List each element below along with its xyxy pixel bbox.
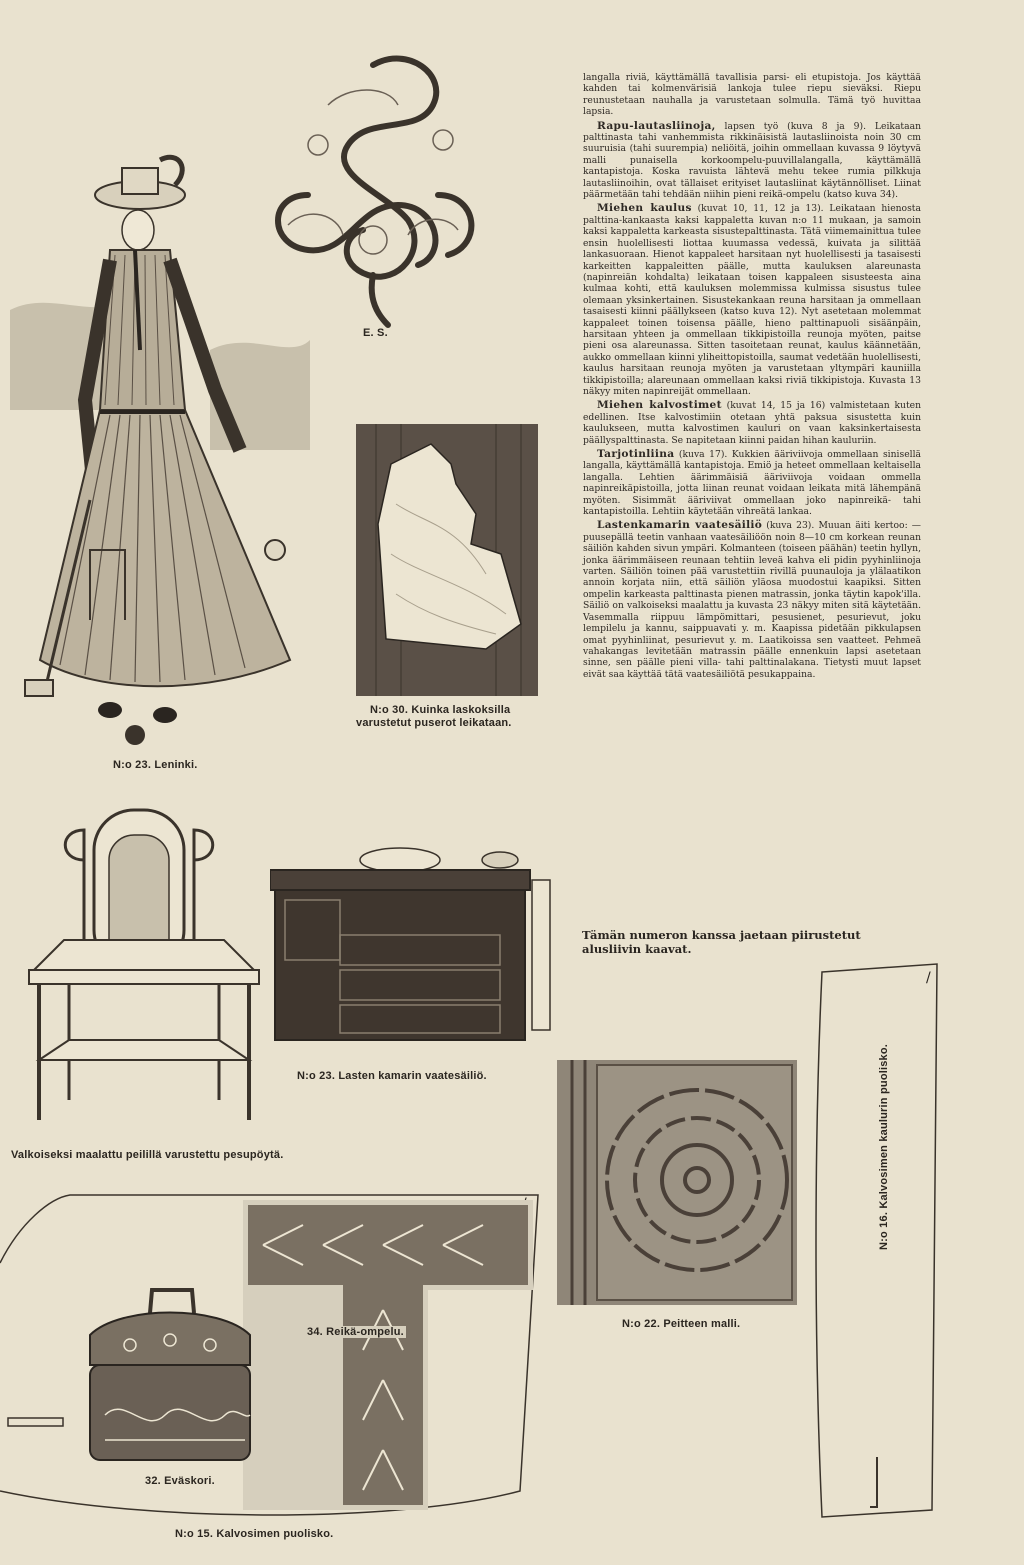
collar-pattern-outline (812, 962, 1012, 1520)
dress-figure (10, 150, 310, 750)
collar-pattern-figure (812, 962, 1012, 1520)
article-column (583, 72, 921, 683)
basket-illustration (80, 1285, 260, 1470)
section-tray-cloth (583, 449, 921, 517)
dress-illustration (10, 150, 310, 750)
blouse-caption-line2: varustetut puserot leikataan. (356, 717, 512, 729)
article-intro: langalla riviä, käyttämällä tavallisia parsi- eli etupistoja. Jos käyttää kahden tai kolmenvärisiä lankoja tulee riepu sieväksi. Riepu reunustetaan nauhalla ja varustetaan solmulla. Tämä työ huvittaa lapsia. (583, 72, 921, 118)
section-body: (kuvat 14, 15 ja 16) valmistetaan kuten edellinen. Itse kalvostimiin otetaan yhtä paksua sisustetta kuin kaulukseen, mutta kalvostimen kauluri on vaan kaksinkertaisesta päällyspalttinasta. Se napitetaan kiinni paidan hihan kauluriin. (583, 400, 921, 446)
collar-mark: / (926, 970, 931, 986)
cuff-caption: N:o 15. Kalvosimen puolisko. (175, 1528, 334, 1540)
pattern-notice: Tämän numeron kanssa jaetaan piirustetut alusliivin kaavat. (582, 928, 861, 956)
nursery-caption: N:o 23. Lasten kamarin vaatesäiliö. (297, 1070, 487, 1082)
section-heading: Miehen kalvostimet (597, 399, 722, 412)
section-heading: Lastenkamarin vaatesäiliö (597, 519, 763, 532)
section-body: (kuva 23). Muuan äiti kertoo: — puusepällä teetin vanhaan vaatesäiliöön noin 8—10 cm korkean reunan säiliön kahden sivun ympäri. Kolmanteen (toiseen päähän) teetin hyllyn, jonka äärimmäiseen reunaan tehtiin leveä kahva eli pidin pyyhinliinoja varten. Säiliön toinen pää varustettiin rivillä puunauloja ja ylälaatikon annoin korjata niin, että säiliön yläosa muodostui kaapiksi. Sitten ompelin karkeasta palttinasta pienen matrassin, jonka täytin kapok'illa. Säiliö on valkoiseksi maalattu ja kuvasta 23 näkyy miten sitä käytetään. Vasemmalla riippuu lämpömittari, pesusienet, pesurievut, joku lempilelu ja kannu, saippuavati y. m. Kaapissa pidetään pikkulapsen omat pyyhinliinat, pesurievut y. m. Laatikoissa sen vaatteet. Pehmeä vahakangas levitetään matrassin päälle ennenkuin lapsi asetetaan sinne, sen päälle pieni villa- tahi palttinalakana. Tietysti muut lapset eivät saa käyttää tätä vaatesäiliötä pesukappaina. (583, 520, 921, 680)
blouse-pattern-illustration (356, 424, 538, 696)
dress-caption: N:o 23. Leninki. (113, 759, 198, 771)
basket-caption: 32. Eväskori. (145, 1475, 215, 1487)
section-body: (kuvat 10, 11, 12 ja 13). Leikataan hienosta palttina-kankaasta kaksi kappaletta kuvan n:o 11 mukaan, ja samoin kaksi kappaletta karkeasta sisustepalttinasta. Tätä viimemainittua tulee ensin huolellisesti liottaa kuumassa vedessä, kuivata ja silittää lankasuoraan. Hienot kappaleet harsitaan nyt huolellisesti ja tasaisesti karkeitten kappaleitten päälle, mutta kauluksen alareunasta (napinreiän kohdalta) leikataan toisen kappaleen sisusteesta aina kulmaa kohti, että kauluksen molemmissa kulmissa sisustus tulee olemaan yksinkertainen. Sisustekankaan reuna harsitaan ja ommellaan tasaisesti kiinni päällykseen (katso kuva 12). Nyt asetetaan molemmat kappaleet toinen toisensa päälle, hieno palttinapuoli sisäänpäin, harsitaan yhteen ja ommellaan tikkipistoilla reunoja myöten, paitse pieni osa alareunassa. Sitten tasoitetaan reunat, kaulus käännetään, aukko ommellaan kiinni yliheittopistoilla, saumat vedetään huolellisesti, kaulus harsitaan reunoja myöten ja varustetaan yltympäri kauniilla tikkipistoilla; alareunaan ommellaan kaksi riviä tikkipistoja. Kuvasta 13 näkyy miten napinreijät ommellaan. (583, 203, 921, 397)
nursery-cabinet-illustration (270, 840, 560, 1050)
nursery-cabinet-figure (270, 840, 560, 1050)
washstand-caption: Valkoiseksi maalattu peilillä varustettu pesupöytä. (11, 1149, 284, 1161)
section-crab-napkins (583, 121, 921, 201)
section-heading: Miehen kaulus (597, 202, 692, 215)
washstand-figure (24, 800, 264, 1130)
section-body: (kuva 17). Kukkien ääriviivoja ommellaan sinisellä langalla, käyttämällä kantapistoja. Emiö ja heteet ommellaan keltaisella langalla. Lehtien äärimmäisiä ääriviivoja voidaan ommella napinreikäpistoilla, jotta liinan reunat voidaan leikata mitä lähempänä myöten. Sisimmät ääriviivat ommellaan joko napinreikä- tahi kantapistoilla. Lehtiin käytetään vihreätä lankaa. (583, 449, 921, 518)
section-body: lapsen työ (kuva 8 ja 9). Leikataan palttinasta tahi vanhemmista rikkinäisistä lautasliinoista noin 30 cm suuruisia (tahi suurempia) neliöitä, joihin ommellaan kuvassa 9 löytyvä malli punaisella korkoompelu-puuvillalangalla, käyttämällä kantapistoja. Koska ravuista lähtevä mehu tekee rumia pilkkuja lautasliinoihin, ovat tällaiset erityiset lautasliinat käytännölliset. Liinat päärmetään tahi tehdään niihin pieni reikä-ompelu (katso kuva 34). (583, 120, 921, 201)
section-mens-cuffs (583, 400, 921, 446)
quilt-illustration (557, 1060, 797, 1305)
drawnwork-illustration (243, 1200, 533, 1510)
blouse-pattern-figure (356, 424, 538, 696)
washstand-illustration (24, 800, 264, 1130)
quilt-caption: N:o 22. Peitteen malli. (622, 1318, 741, 1330)
quilt-figure (557, 1060, 797, 1305)
section-nursery-cabinet (583, 520, 921, 680)
monogram-caption: E. S. (363, 327, 388, 339)
blouse-caption-line1: N:o 30. Kuinka laskoksilla (370, 704, 511, 716)
collar-caption: N:o 16. Kalvosimen kaulurin puolisko. (878, 1043, 890, 1250)
section-heading: Tarjotinliina (597, 448, 675, 460)
section-mens-collar (583, 203, 921, 397)
section-heading: Rapu-lautasliinoja, (597, 119, 716, 132)
drawnwork-caption: 34. Reikä-ompelu. (307, 1326, 404, 1338)
basket-figure (80, 1285, 260, 1470)
drawnwork-figure (243, 1200, 533, 1510)
